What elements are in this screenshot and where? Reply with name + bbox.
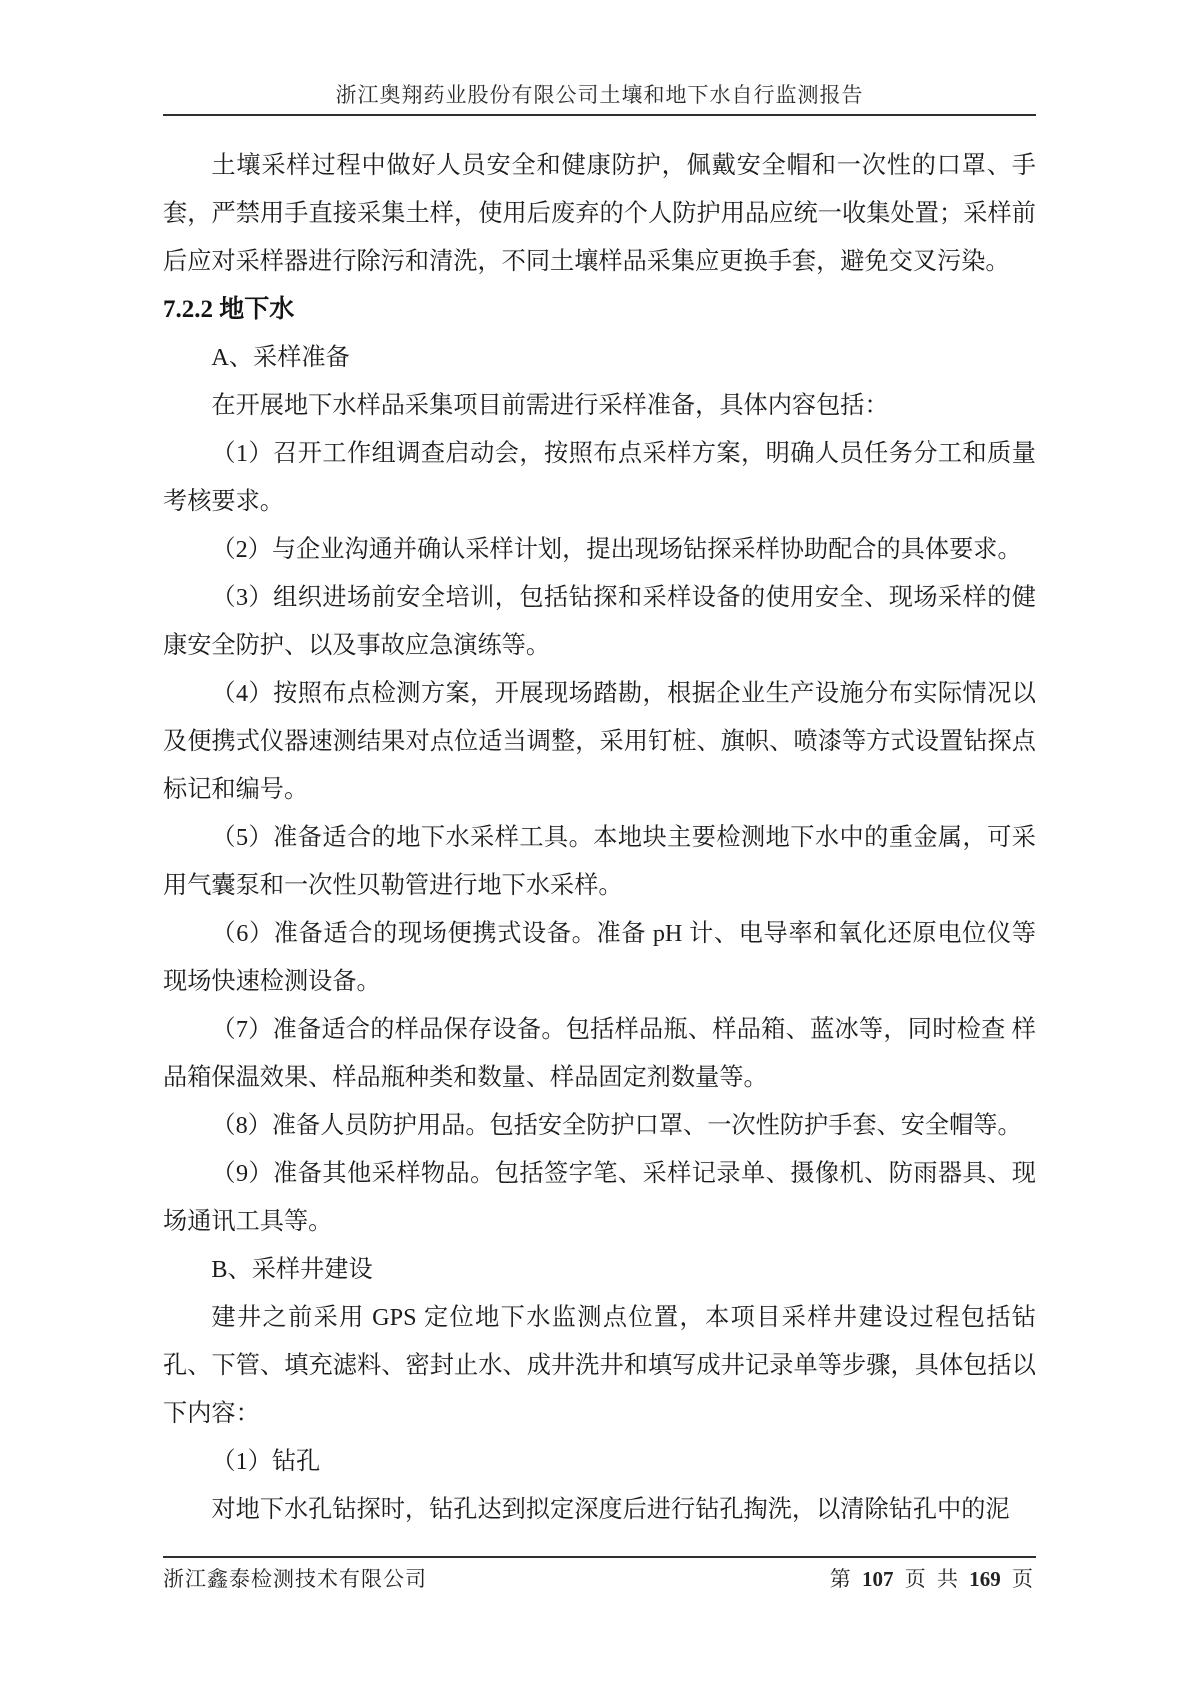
footer-company-name: 浙江鑫泰检测技术有限公司 — [163, 1567, 427, 1591]
para-item-9-other-supplies: （9）准备其他采样物品。包括签字笔、采样记录单、摄像机、防雨器具、现场通讯工具等。 — [163, 1160, 1036, 1235]
page-footer — [163, 1556, 1036, 1594]
header-title: 浙江奥翔药业股份有限公司土壤和地下水自行监测报告 — [335, 83, 864, 107]
document-body — [163, 142, 1036, 1534]
footer-total-pages: 169 — [969, 1567, 1001, 1591]
page-header — [163, 0, 1036, 116]
para-item-2-enterprise-communication: （2）与企业沟通并确认采样计划，提出现场钻探采样协助配合的具体要求。 — [211, 536, 1022, 563]
para-item-3-safety-training: （3）组织进场前安全培训，包括钻探和采样设备的使用安全、现场采样的健康安全防护、以及事故应急演练等。 — [163, 584, 1036, 659]
footer-rule — [163, 1556, 1036, 1558]
para-preparation-intro: 在开展地下水样品采集项目前需进行采样准备，具体内容包括： — [211, 392, 889, 419]
footer-label-di: 第 — [829, 1567, 851, 1591]
para-a-sampling-preparation: A、采样准备 — [211, 344, 350, 371]
para-drilling-detail: 对地下水孔钻探时，钻孔达到拟定深度后进行钻孔掏洗，以清除钻孔中的泥 — [211, 1496, 1010, 1523]
footer-label-ye2: 页 — [1012, 1567, 1033, 1591]
footer-label-gong: 共 — [937, 1567, 958, 1591]
para-item-5-sampling-tools: （5）准备适合的地下水采样工具。本地块主要检测地下水中的重金属，可采用气囊泵和一次性贝勒管进行地下水采样。 — [163, 824, 1036, 899]
para-b-well-construction: B、采样井建设 — [211, 1256, 373, 1283]
footer-page-number: 107 — [862, 1567, 894, 1591]
para-item-1-drilling: （1）钻孔 — [211, 1448, 321, 1475]
header-rule — [163, 114, 1036, 116]
para-item-4-site-survey: （4）按照布点检测方案，开展现场踏勘，根据企业生产设施分布实际情况以及便携式仪器速测结果对点位适当调整，采用钉桩、旗帜、喷漆等方式设置钻探点标记和编号。 — [163, 680, 1036, 803]
para-well-construction-intro: 建井之前采用 GPS 定位地下水监测点位置，本项目采样井建设过程包括钻孔、下管、填充滤料、密封止水、成井洗井和填写成井记录单等步骤，具体包括以下内容： — [163, 1304, 1036, 1427]
heading-7-2-2-groundwater: 7.2.2 地下水 — [163, 296, 295, 323]
para-item-6-portable-equipment: （6）准备适合的现场便携式设备。准备 pH 计、电导率和氧化还原电位仪等 现场快速检测设备。 — [163, 920, 1036, 995]
footer-label-ye: 页 — [904, 1567, 926, 1591]
para-item-1-kickoff-meeting: （1）召开工作组调查启动会，按照布点采样方案，明确人员任务分工和质量考核要求。 — [163, 440, 1036, 515]
footer-page-info — [827, 1564, 1036, 1594]
para-item-7-sample-storage: （7）准备适合的样品保存设备。包括样品瓶、样品箱、蓝冰等，同时检查 样品箱保温效果、样品瓶种类和数量、样品固定剂数量等。 — [163, 1016, 1036, 1091]
para-item-8-protective-supplies: （8）准备人员防护用品。包括安全防护口罩、一次性防护手套、安全帽等。 — [211, 1112, 1022, 1139]
para-soil-sampling-safety: 土壤采样过程中做好人员安全和健康防护，佩戴安全帽和一次性的口罩、手套，严禁用手直接采集土样，使用后废弃的个人防护用品应统一收集处置；采样前后应对采样器进行除污和清洗，不同土壤样品采集应更换手套，避免交叉污染。 — [163, 152, 1036, 275]
footer-row — [163, 1564, 1036, 1594]
